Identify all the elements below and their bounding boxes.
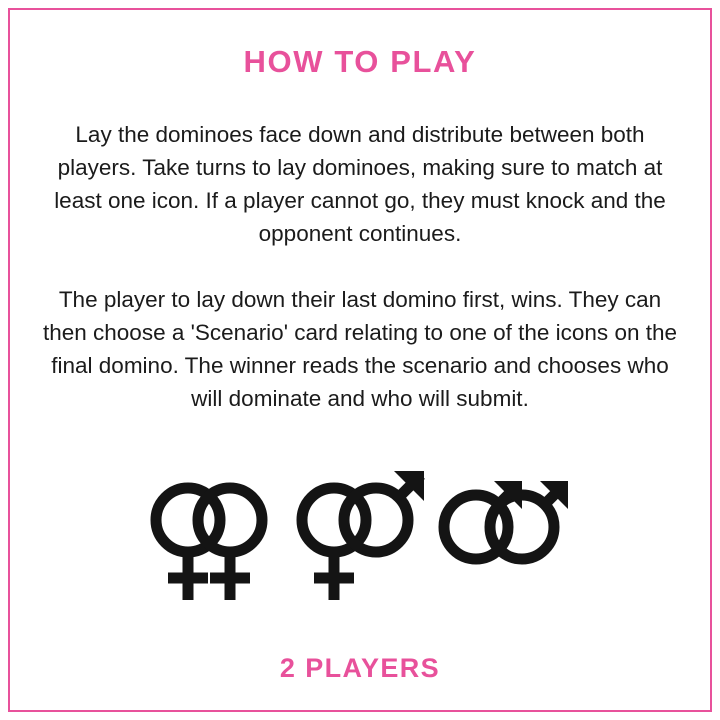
page-title: HOW TO PLAY [243,44,477,79]
female-male-symbol-icon [290,467,430,617]
instructions-paragraph-1: Lay the dominoes face down and distribute between both players. Take turns to lay dominoes, making sure to match at least one icon. If a player cannot go, they must knock and the opponent continues. [54,122,666,246]
player-count-label: 2 PLAYERS [279,653,441,683]
gender-pairing-icons [144,467,576,617]
double-male-symbol-icon [436,467,576,617]
instructions-paragraph-2: The player to lay down their last domino first, wins. They can then choose a 'Scenario' card relating to one of the icons on the final domino. The winner reads the scenario and chooses who will dominate and who will submit. [42,287,677,411]
card-footer [0,653,720,684]
double-female-symbol-icon [144,467,284,617]
